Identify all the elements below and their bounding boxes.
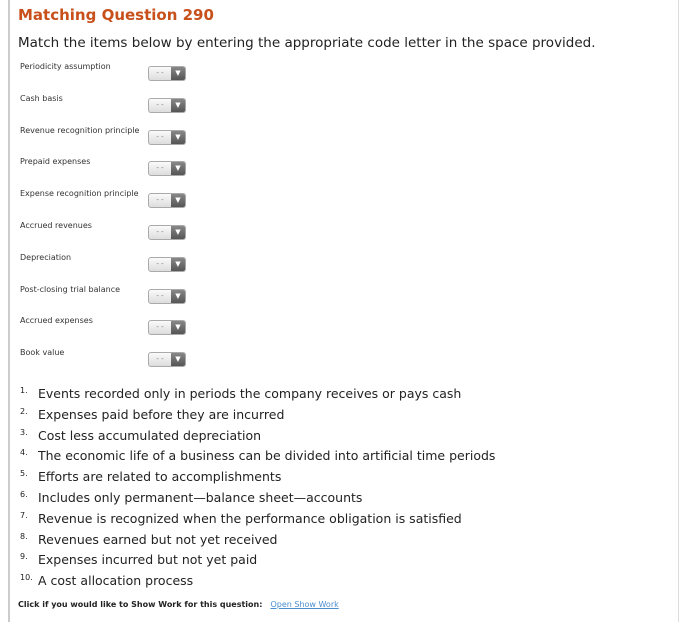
chevron-down-icon: ▼	[171, 99, 185, 112]
show-work-prompt	[18, 600, 339, 609]
match-row	[20, 221, 190, 243]
answer-dropdown[interactable]	[148, 98, 186, 113]
dropdown-value: - -	[156, 259, 164, 268]
chevron-down-icon: ▼	[171, 258, 185, 271]
option-item	[20, 490, 362, 505]
match-item-label: Cash basis	[20, 93, 63, 103]
answer-dropdown[interactable]	[148, 130, 186, 145]
match-row	[20, 285, 190, 307]
answer-dropdown[interactable]	[148, 289, 186, 304]
option-text: The economic life of a business can be divided into artificial time periods	[38, 448, 496, 464]
option-number: 8.	[20, 531, 28, 541]
answer-dropdown[interactable]	[148, 193, 186, 208]
match-item-label: Depreciation	[20, 252, 72, 262]
question-title: Matching Question 290	[18, 6, 214, 24]
option-item	[20, 511, 462, 526]
dropdown-value: - -	[156, 196, 164, 205]
chevron-down-icon: ▼	[171, 194, 185, 207]
option-item	[20, 448, 495, 463]
chevron-down-icon: ▼	[171, 226, 185, 239]
answer-dropdown[interactable]	[148, 257, 186, 272]
option-item	[20, 469, 281, 484]
match-row	[20, 348, 190, 370]
answer-dropdown[interactable]	[148, 66, 186, 81]
chevron-down-icon: ▼	[171, 162, 185, 175]
option-text: A cost allocation process	[38, 573, 194, 589]
answer-dropdown[interactable]	[148, 352, 186, 367]
dropdown-value: - -	[156, 100, 164, 109]
option-item	[20, 428, 261, 443]
match-row	[20, 126, 190, 148]
match-item-label: Accrued expenses	[20, 316, 93, 326]
option-text: Revenues earned but not yet received	[38, 531, 278, 547]
match-item-label: Book value	[20, 348, 65, 358]
match-row	[20, 253, 190, 275]
chevron-down-icon: ▼	[171, 353, 185, 366]
match-item-label: Periodicity assumption	[20, 62, 111, 71]
match-row	[20, 316, 190, 338]
dropdown-value: - -	[156, 291, 164, 300]
answer-dropdown[interactable]	[148, 225, 186, 240]
option-number: 5.	[20, 469, 28, 479]
option-item	[20, 407, 284, 422]
option-text: Cost less accumulated depreciation	[38, 427, 262, 443]
dropdown-value: - -	[156, 164, 164, 173]
instructions: Match the items below by entering the appropriate code letter in the space provided.	[18, 35, 596, 51]
dropdown-value: - -	[156, 323, 164, 332]
chevron-down-icon: ▼	[171, 131, 185, 144]
option-text: Expenses incurred but not yet paid	[38, 552, 258, 568]
dropdown-value: - -	[156, 132, 164, 141]
option-number: 3.	[20, 427, 28, 437]
option-number: 10.	[20, 573, 33, 583]
option-item	[20, 532, 277, 547]
match-item-label: Post-closing trial balance	[20, 284, 121, 294]
option-number: 2.	[20, 406, 28, 416]
option-number: 6.	[20, 490, 28, 499]
option-text: Efforts are related to accomplishments	[38, 469, 282, 485]
chevron-down-icon: ▼	[171, 67, 185, 80]
answer-dropdown[interactable]	[148, 320, 186, 335]
chevron-down-icon: ▼	[171, 321, 185, 334]
option-text: Expenses paid before they are incurred	[38, 406, 285, 422]
option-text: Revenue is recognized when the performance obligation is satisfied	[38, 510, 462, 526]
open-show-work-link[interactable]: Open Show Work	[270, 600, 339, 609]
match-row	[20, 62, 190, 84]
option-number: 1.	[20, 386, 28, 395]
match-row	[20, 157, 190, 179]
answer-dropdown[interactable]	[148, 161, 186, 176]
option-number: 7.	[20, 510, 28, 520]
match-item-label: Expense recognition principle	[20, 189, 139, 199]
option-number: 9.	[20, 552, 28, 562]
option-text: Includes only permanent—balance sheet—accounts	[38, 490, 363, 505]
dropdown-value: - -	[156, 228, 164, 236]
show-work-text: Click if you would like to Show Work for this question:	[18, 600, 263, 609]
option-item	[20, 573, 193, 588]
option-number: 4.	[20, 448, 28, 458]
match-row	[20, 189, 190, 211]
option-item	[20, 552, 257, 567]
match-row	[20, 94, 190, 116]
match-item-label: Prepaid expenses	[20, 157, 91, 167]
option-text: Events recorded only in periods the company receives or pays cash	[38, 386, 462, 401]
match-item-label: Accrued revenues	[20, 221, 92, 230]
dropdown-value: - -	[156, 355, 164, 364]
match-item-label: Revenue recognition principle	[20, 125, 140, 135]
option-item	[20, 386, 461, 401]
chevron-down-icon: ▼	[171, 290, 185, 303]
dropdown-value: - -	[156, 69, 164, 77]
